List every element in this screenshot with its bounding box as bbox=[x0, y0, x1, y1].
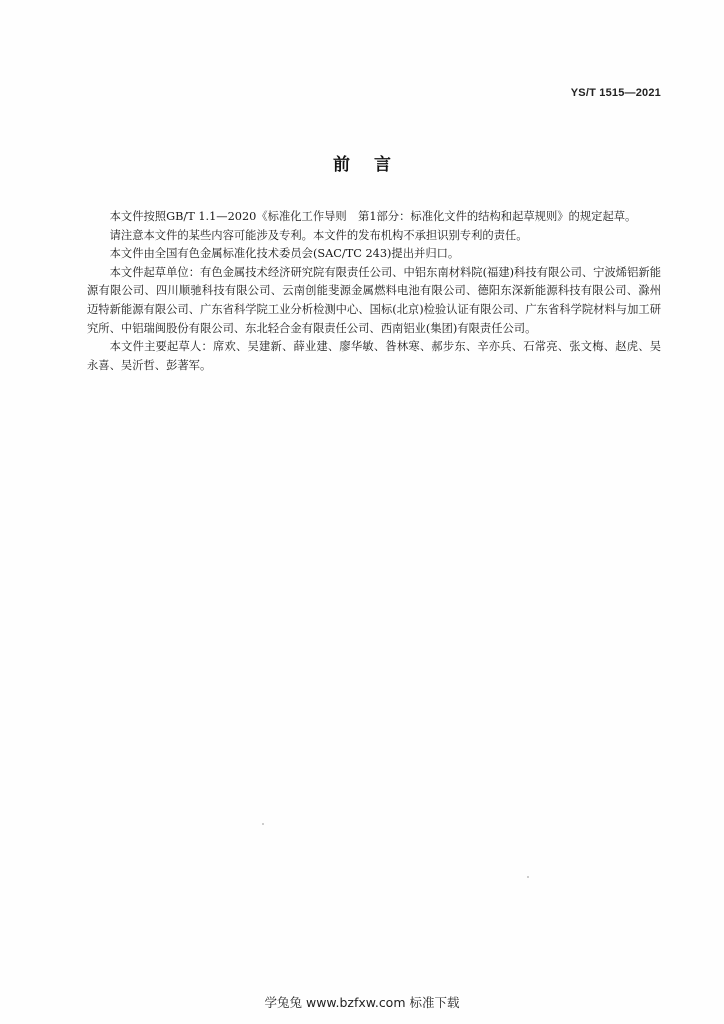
footer-watermark: 学兔兔 www.bzfxw.com 标准下载 bbox=[264, 995, 460, 1010]
page-title: 前言 bbox=[333, 155, 415, 175]
paragraph-patent-notice: 请注意本文件的某些内容可能涉及专利。本文件的发布机构不承担识别专利的责任。 bbox=[109, 228, 528, 242]
paragraph-drafters: 本文件主要起草人：席欢、吴建新、薛业建、廖华敏、昝林寒、郝步东、辛亦兵、石常亮、张文梅、赵虎、吴永喜、吴沂哲、彭著军。 bbox=[87, 340, 661, 372]
paragraph-drafting-units: 本文件起草单位：有色金属技术经济研究院有限责任公司、中铝东南材料院(福建)科技有限公司、宁波烯铝新能源有限公司、四川顺驰科技有限公司、云南创能斐源金属燃料电池有限公司、德阳东深新能源科技有限公司、滁州迈特新能源有限公司、广东省科学院工业分析检测中心、国标(北京)检验认证有限公司、广东省科学院材料与加工研究所、中铝瑞闽股份有限公司、东北轻合金有限责任公司、西南铝业(集团)有限责任公司。 bbox=[87, 265, 661, 335]
document-body bbox=[87, 208, 661, 375]
scan-speck bbox=[527, 876, 529, 878]
scan-speck bbox=[262, 823, 264, 825]
paragraph-proposer: 本文件由全国有色金属标准化技术委员会(SAC/TC 243)提出并归口。 bbox=[109, 247, 460, 261]
paragraph-drafting-rules: 本文件按照GB/T 1.1—2020《标准化工作导则 第1部分：标准化文件的结构和起草规则》的规定起草。 bbox=[109, 210, 637, 223]
standard-code: YS/T 1515—2021 bbox=[570, 87, 661, 99]
